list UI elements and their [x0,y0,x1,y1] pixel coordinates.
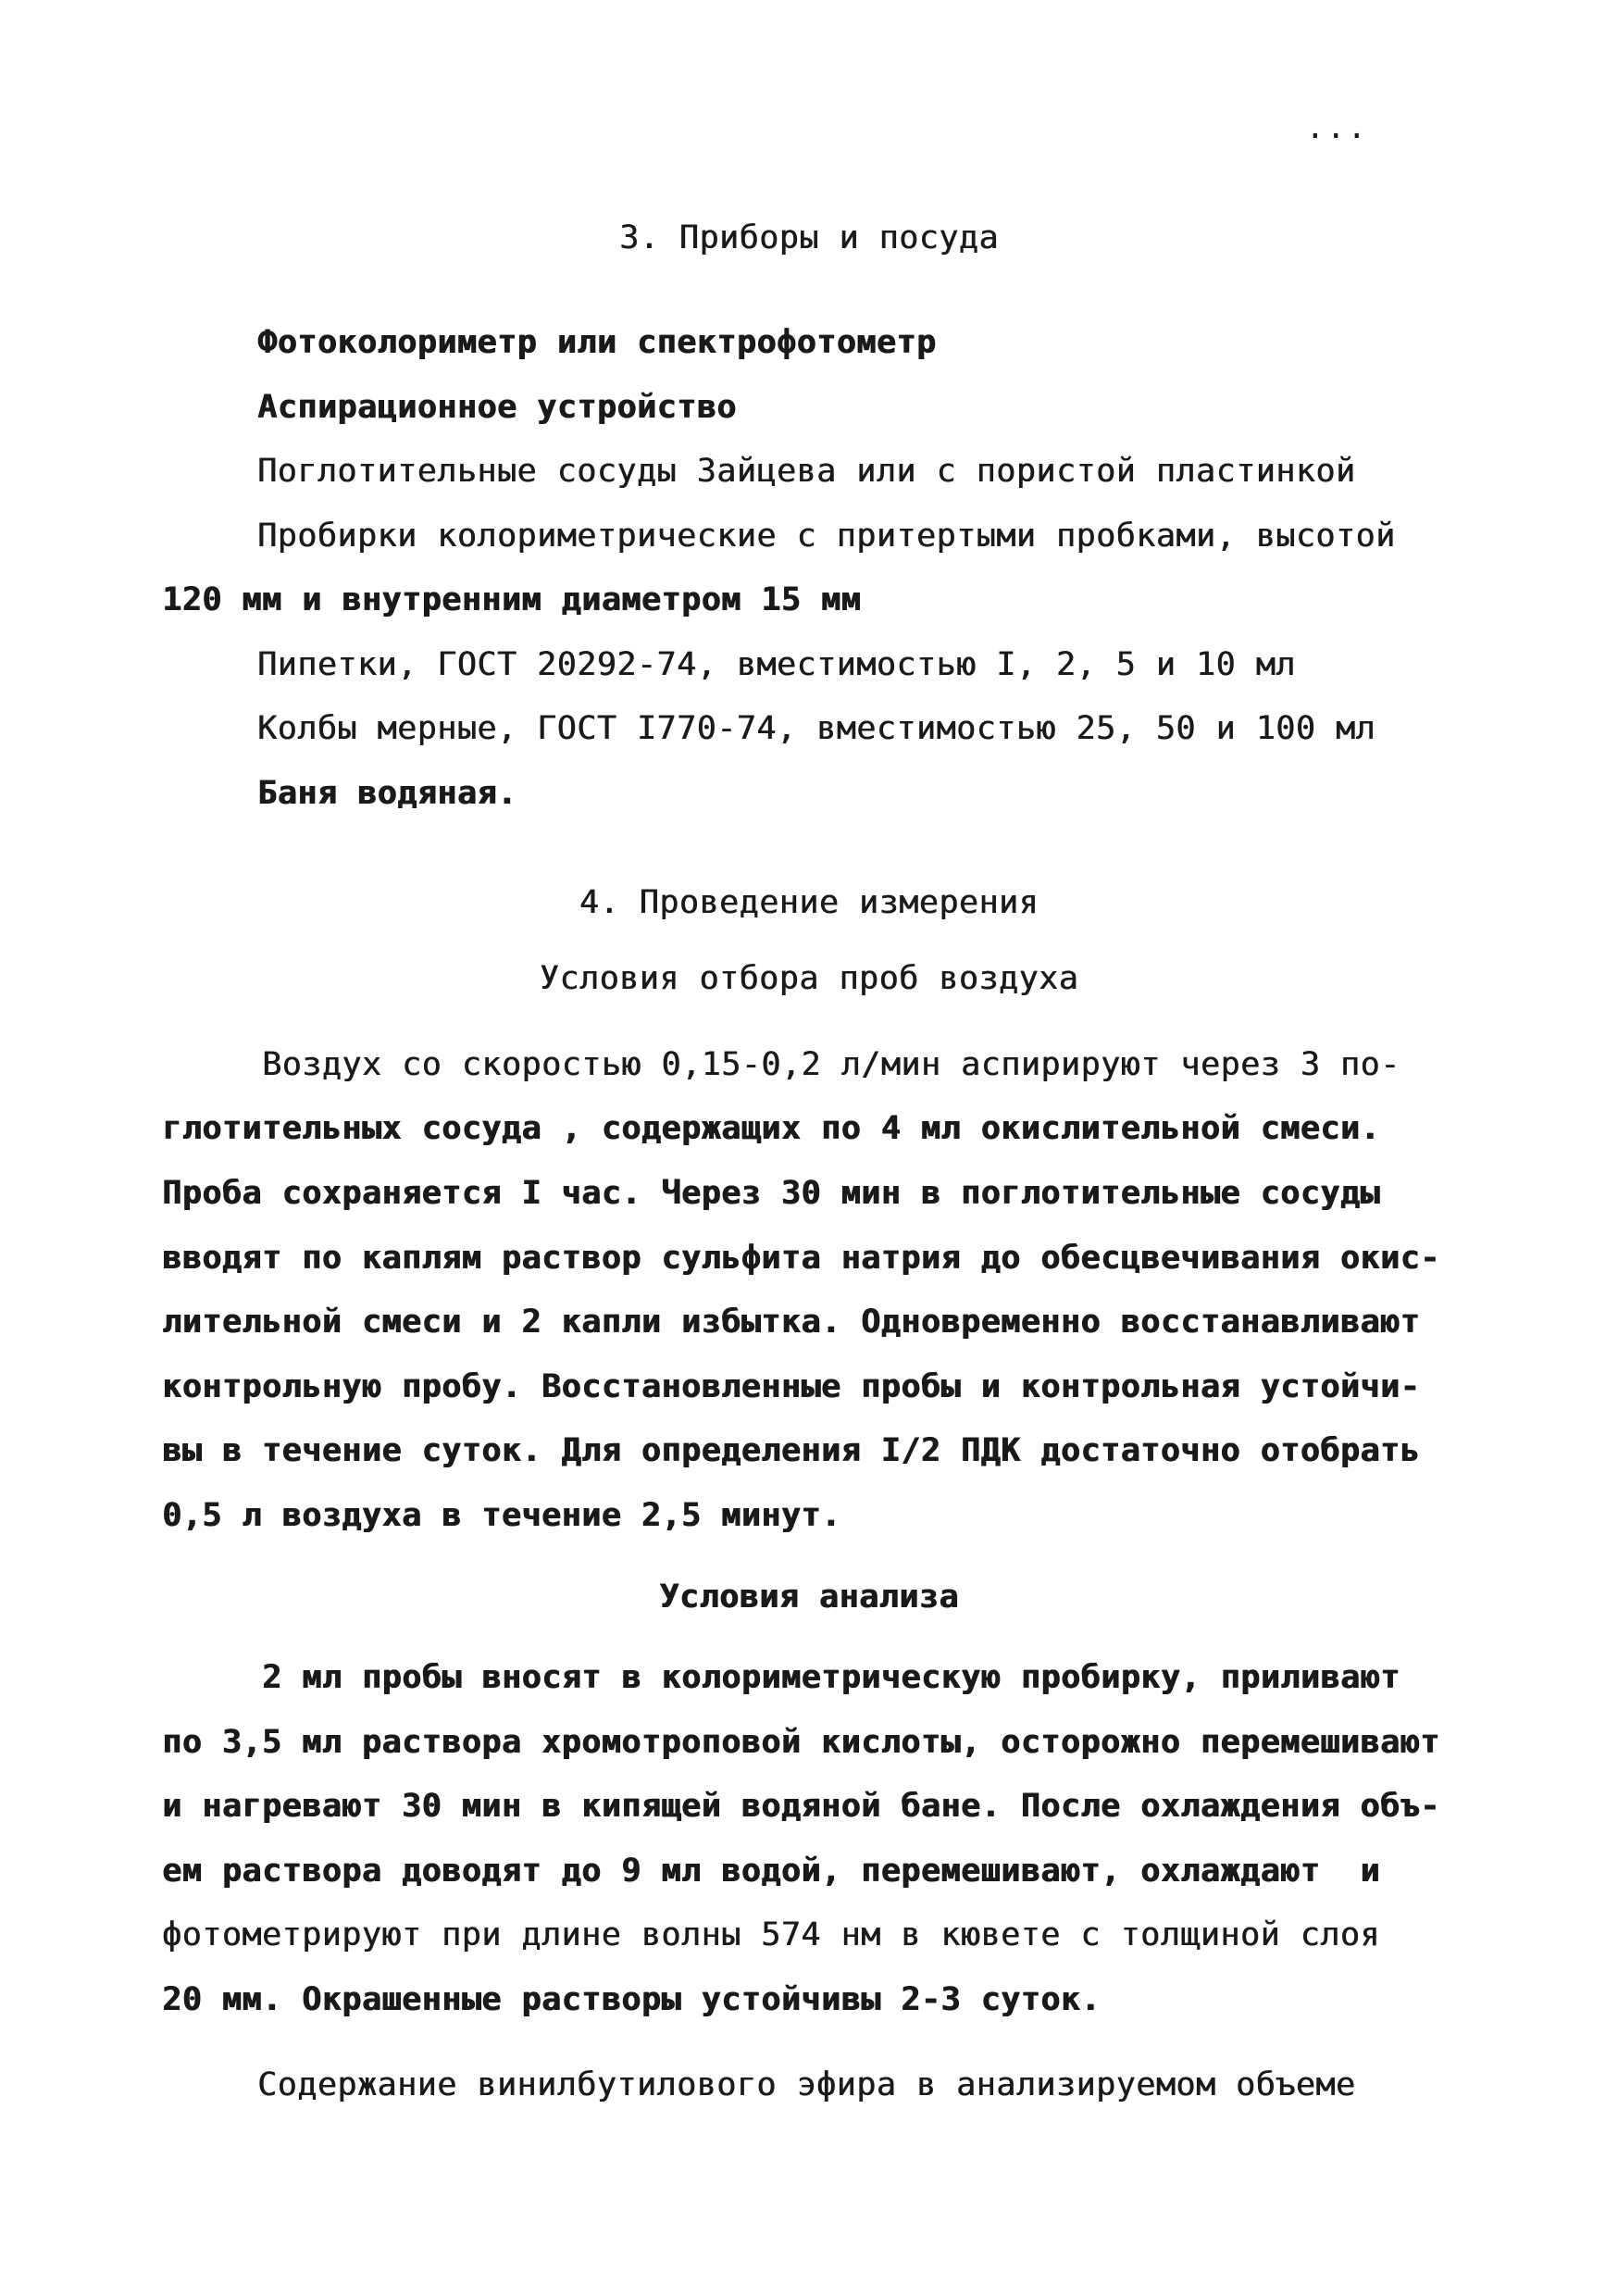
analysis-line: 2 мл пробы вносят в колориметрическую пробирку, приливают [262,1659,1400,1696]
equipment-item: Поглотительные сосуды Зайцева или с пористой пластинкой [257,453,1356,490]
sampling-line: Проба сохраняется I час. Через 30 мин в поглотительные сосуды [162,1175,1380,1212]
analysis-subheading: Условия анализа [659,1578,959,1616]
equipment-item: Пипетки, ГОСТ 20292-74, вместимостью I, 2, 5 и 10 мл [257,646,1296,683]
analysis-line: фотометрируют при длине волны 574 нм в кювете с толщиной слоя [162,1916,1380,1953]
equipment-item: 120 мм и внутренним диаметром 15 мм [162,581,862,618]
sampling-line: глотительных сосуда , содержащих по 4 мл окислительной смеси. [162,1110,1380,1147]
equipment-item: Колбы мерные, ГОСТ I770-74, вместимостью 25, 50 и 100 мл [257,710,1376,747]
analysis-line: и нагревают 30 мин в кипящей водяной бане. После охлаждения объ- [162,1788,1440,1825]
sampling-line: 0,5 л воздуха в течение 2,5 минут. [162,1497,841,1534]
sampling-line: вы в течение суток. Для определения I/2 ПДК достаточно отобрать [162,1432,1421,1469]
content-line: Содержание винилбутилового эфира в анализируемом объеме [257,2066,1356,2103]
section-3-heading: 3. Приборы и посуда [619,219,999,256]
sampling-line: вводят по каплям раствор сульфита натрия до обесцвечивания окис- [162,1240,1440,1277]
sampling-line: лительной смеси и 2 капли избытка. Одновременно восстанавливают [162,1304,1421,1341]
sampling-subheading: Условия отбора проб воздуха [539,960,1079,997]
sampling-line: Воздух со скоростью 0,15-0,2 л/мин аспирируют через 3 по- [262,1046,1400,1083]
analysis-line: по 3,5 мл раствора хромотроповой кислоты, осторожно перемешивают [162,1724,1440,1761]
analysis-line: 20 мм. Окрашенные растворы устойчивы 2-3 суток. [162,1981,1101,2018]
equipment-item: Пробирки колориметрические с притертыми пробками, высотой [257,518,1396,555]
equipment-item: Фотоколориметр или спектрофотометр [257,324,937,361]
page-number: ... [1305,109,1368,146]
equipment-item: Аспирационное устройство [257,389,737,426]
sampling-line: контрольную пробу. Восстановленные пробы и контрольная устойчи- [162,1368,1421,1405]
analysis-line: ем раствора доводят до 9 мл водой, перемешивают, охлаждают и [162,1853,1380,1890]
equipment-item: Баня водяная. [257,775,517,812]
section-4-heading: 4. Проведение измерения [579,884,1039,921]
